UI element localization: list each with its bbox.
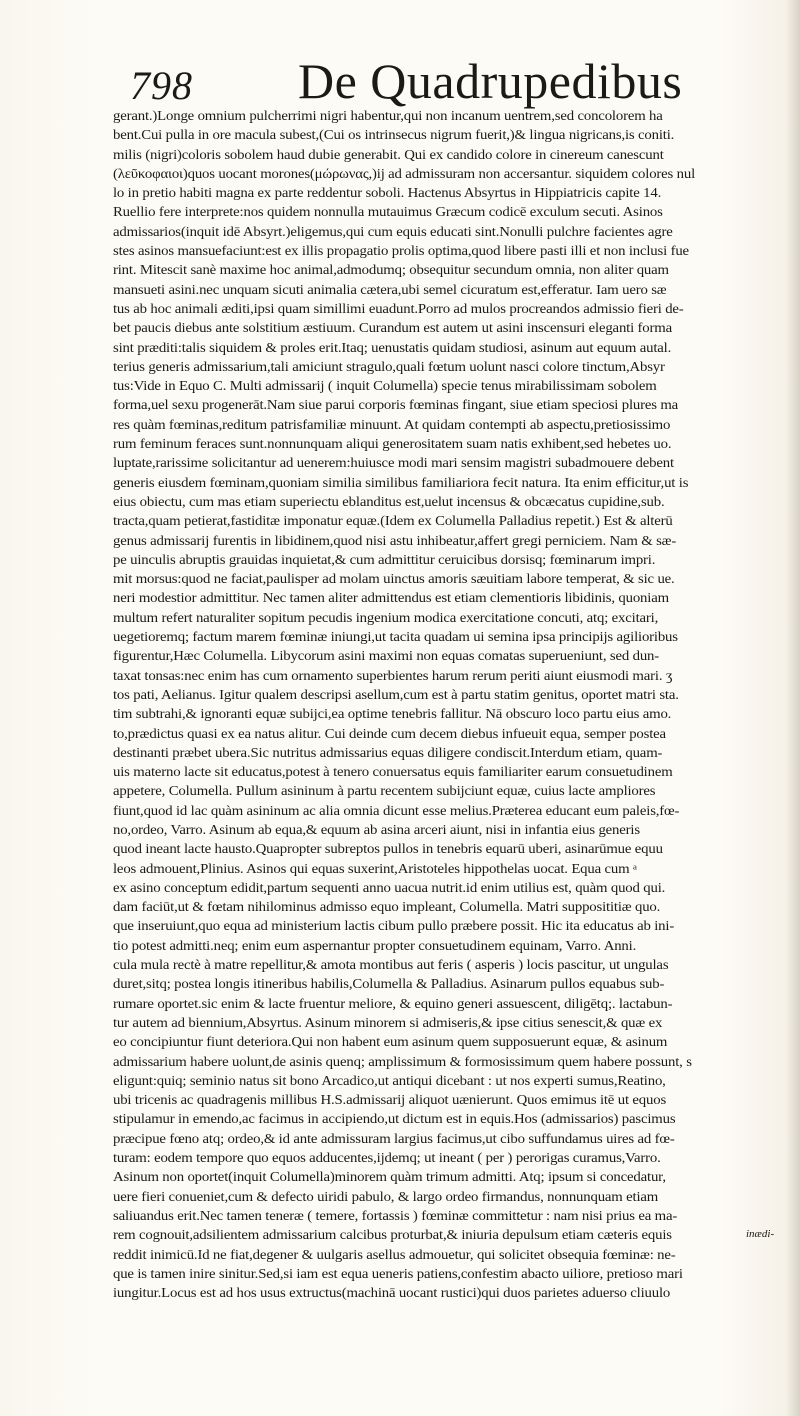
text-line: terius generis admissarium,tali amiciunt stragulo,quali fœtum uolunt nasci colore tinctum,Absyr	[113, 358, 665, 374]
text-line: eo concipiuntur fiunt deteriora.Qui non habent eum asinum quem supposuerunt equæ, & asinum	[113, 1034, 668, 1050]
text-line: que inseruiunt,quo equa ad ministerium lactis cibum pullo præbere possit. Hic ita educatus ab ini-	[113, 918, 675, 934]
text-line: pe uinculis abruptis grauidas inquietat,& cum admittitur ceruicibus dorsisq; fœminarum impri.	[113, 551, 656, 567]
text-line: milis (nigri)coloris sobolem haud dubie generabit. Qui ex candido colore in cinereum canescunt	[113, 146, 664, 162]
text-line: turam: eodem tempore quo equos adducentes,ijdemq; ut ineant ( per ) perorigas curamus,Varro.	[113, 1150, 661, 1166]
text-line: sint præditi:talis siquidem & proles erit.Itaq; uenustatis quidam studiosi, asinum aut equum autal.	[113, 339, 672, 355]
text-line: multum refert naturaliter sopitum pecudis ingenium modica exercitatione concuti, atq; excitari,	[113, 609, 659, 625]
text-line: appetere, Columella. Pullum asininum à partu recentem subijciunt equæ, cuius lacte ampliores	[113, 783, 656, 799]
text-line: uis materno lacte sit educatus,potest à tenero conuersatus equis familiariter earum consuetudinem	[113, 764, 673, 780]
text-line: fiunt,quod id lac quàm asininum ac alia omnia dicunt esse melius.Præterea educant eum paleis,fœ-	[113, 802, 680, 818]
text-line: (λεῦκοφαιοι)quos uocant morones(μώρωνας,)ij ad admissuram non accersantur. siquidem colores nul	[113, 165, 696, 181]
text-line: neri modestior admittitur. Nec tamen aliter admittendus est etiam clementioris libidinis, quoniam	[113, 590, 669, 606]
text-line: ex asino conceptum edidit,partum sequenti anno uacua nutrit.id enim utilius est, quàm quod qui.	[113, 879, 666, 895]
text-line: destinanti præbet ubera.Sic nutritus admissarius equas diligere condiscit.Interdum etiam, quam-	[113, 744, 663, 760]
text-line: tus:Vide in Equo C. Multi admissarij ( inquit Columella) specie tenus mirabilissimam sobolem	[113, 378, 657, 394]
text-line: forma,uel sexu progenerāt.Nam siue parui corporis fœminas fingant, siue etiam speciosi plures ma	[113, 397, 679, 413]
text-line: admissarios(inquit idē Absyrt.)eligemus,qui cum equis educati sint.Nonulli pulchre facientes agre	[113, 223, 673, 239]
text-line: uegetioremq; factum marem fœminæ iniungi,ut tacita quadam ui semina ipsa principijs agilioribus	[113, 629, 678, 645]
text-line: tio potest admitti.neq; enim eum aspernantur propter consuetudinem equinam, Varro. Anni.	[113, 937, 637, 953]
text-line: luptate,rarissime solicitantur ad uenerem:huiusce modi mari sensim magistri subadmouere debent	[113, 455, 674, 471]
text-line: gerant.)Longe omnium pulcherrimi nigri habentur,qui non incanum uentrem,sed concolorem ha	[113, 108, 663, 123]
text-line: tus ab hoc animali æditi,ipsi quam simillimi euadunt.Porro ad mulos procreandos admissio fieri de-	[113, 300, 684, 316]
text-line: tim subtrahi,& ignoranti equæ subijci,ea optime tenebris fallitur. Nā obscuro loco partu eius amo.	[113, 706, 672, 722]
text-line: admissarium habere uolunt,de asinis quenq; amplissimum & formosissimum quem habere possunt, s	[113, 1053, 692, 1069]
text-line: to,prædictus quasi ex ea natus alitur. Cui deinde cum decem diebus infueuit equa, semper postea	[113, 725, 666, 741]
text-line: que is tamen inire sinitur.Sed,si iam est equa ueneris patiens,confestim abacto uiliore, pretioso mari	[113, 1265, 683, 1281]
text-line: rem cognouit,adsilientem admissarium calcibus proturbat,& iniuria depulsum etiam cæteris equis	[113, 1227, 672, 1243]
text-line: figurentur,Hæc Columella. Libycorum asini maximi non equas comatas superueniunt, sed dun-	[113, 648, 660, 664]
text-line: tracta,quam petierat,fastiditæ imponatur equæ.(Idem ex Columella Palladius repetit.) Est & alterū	[113, 513, 673, 529]
text-line: rint. Mitescit sanè maxime hoc animal,admodumq; obsequitur secundum omnia, non aliter quam	[113, 262, 669, 278]
body-text	[113, 106, 795, 1302]
text-line: eius obiectu, cum mas etiam superiectu eblanditus est,uelut incensus & obcæcatus cupidine,sub.	[113, 493, 665, 509]
text-line: res quàm fœminas,reditum patrisfamiliæ minuunt. At quidam contempti ab aspectu,pretiosissimo	[113, 416, 671, 432]
catchword: inædi-	[746, 1228, 775, 1240]
text-line: tos pati, Aelianus. Igitur qualem descripsi asellum,cum est à partu statim genitus, oportet matri sta.	[113, 686, 679, 702]
text-line: taxat tonsas:nec enim has cum ornamento superbientes harum rerum periti aiunt eiusmodi mari. ʒ	[113, 667, 673, 683]
text-line: leos admouent,Plinius. Asinos qui equas suxerint,Aristoteles hippothelas uocat. Equa cum ᵃ	[113, 860, 637, 876]
text-line: iungitur.Locus est ad hos usus extructus(machinā uocant rustici)qui duos parietes aduerso cliuulo	[113, 1285, 671, 1301]
page-header	[130, 48, 750, 108]
text-line: dam faciūt,ut & fœtam nihilominus admisso equo impleant, Columella. Matri supposititiæ quo.	[113, 899, 661, 915]
text-line: mansueti asini.nec unquam sicuti animalia cætera,ubi semel cicuratum est,efferatur. Iam uero sæ	[113, 281, 667, 297]
text-line: no,ordeo, Varro. Asinum ab equa,& equum ab asina arceri aiunt, nisi in infantia eius generis	[113, 821, 640, 837]
text-line: generis eiusdem fœminam,quoniam similia similibus familiariora fecit natura. Ita enim efficitur,ut is	[113, 474, 689, 490]
text-line: mit morsus:quod ne faciat,paulisper ad molam uinctus amoris sæuitiam labore temperat, & sic ue.	[113, 571, 675, 587]
text-line: quod ineant lacte hausto.Quapropter subreptos pullos in tenebris equarū uberi, asinarūmue equu	[113, 841, 663, 857]
text-line: saliuandus erit.Nec tamen teneræ ( temere, fortassis ) fœminæ committetur : nam nisi prius ea ma-	[113, 1207, 678, 1223]
text-line: eligunt:quiq; seminio natus sit bono Arcadico,ut antiqui dicebant : ut nos experti sumus,Reatino,	[113, 1072, 666, 1088]
text-line: genus admissarij furentis in libidinem,quod nisi astu inhibeatur,affert gregi perniciem. Nam & sæ-	[113, 532, 677, 548]
text-line: rumare oportet.sic enim & lacte fruentur meliore, & equino generi assuescent, diligētq;. lactabun-	[113, 995, 673, 1011]
text-line: rum feminum feraces sunt.nonnunquam aliqui generositatem suam natis exhibent,sed hebetes uo.	[113, 436, 672, 452]
text-line: tur autem ad biennium,Absyrtus. Asinum minorem si admiseris,& ipse citius senescit,& quæ ex	[113, 1014, 663, 1030]
running-title: De Quadrupedibus	[298, 53, 683, 109]
text-line: præcipue fœno atq; ordeo,& id ante admissuram largius facimus,ut cibo suffundamus uires ad fœ-	[113, 1130, 675, 1146]
text-line: uere fieri conueniet,cum & defecto uiridi pabulo, & largo ordeo firmandus, nonnunquam etiam	[113, 1188, 659, 1204]
text-line: duret,sitq; postea longis itineribus habilis,Columella & Palladius. Asinarum pullos equabus sub-	[113, 976, 665, 992]
text-line: ubi tricenis ac quadragenis millibus H.S.admissarij aliquot uænierunt. Quos emimus itē ut equos	[113, 1092, 667, 1108]
text-line: bet paucis diebus ante solstitium æstiuum. Curandum est autem ut asini inscensuri eleganti forma	[113, 320, 672, 336]
page-number: 798	[130, 63, 193, 108]
text-line: lo in pretio habiti magna ex parte reddentur soboli. Hactenus Absyrtus in Hippiatricis capite 14.	[113, 185, 662, 201]
text-line: bent.Cui pulla in ore macula subest,(Cui os intrinsecus nigrum fuerit,)& lingua nigricans,is coniti.	[113, 127, 675, 143]
text-line: reddit inimicū.Id ne fiat,degener & uulgaris asellus admouetur, qui solicitet obsequia fœminæ: ne-	[113, 1246, 676, 1262]
text-line: stipulamur in emendo,ac facimus in accipiendo,ut dictum est in equis.Hos (admissarios) pascimus	[113, 1111, 676, 1127]
text-line: cula mula rectè à matre repellitur,& amota montibus aut feris ( asperis ) locis pascitur, ut ungulas	[113, 957, 669, 973]
text-line: stes asinos mansuefaciunt:est ex illis propagatio prolis optima,quod libere pasti illi et non inclusi fue	[113, 243, 689, 259]
text-line: Ruellio fere interprete:nos quidem nonnulla mutauimus Græcum codicē exculum secuti. Asinos	[113, 204, 663, 220]
text-line: Asinum non oportet(inquit Columella)minorem quàm trimum admitti. Atq; ipsum si concedatur,	[113, 1169, 666, 1185]
